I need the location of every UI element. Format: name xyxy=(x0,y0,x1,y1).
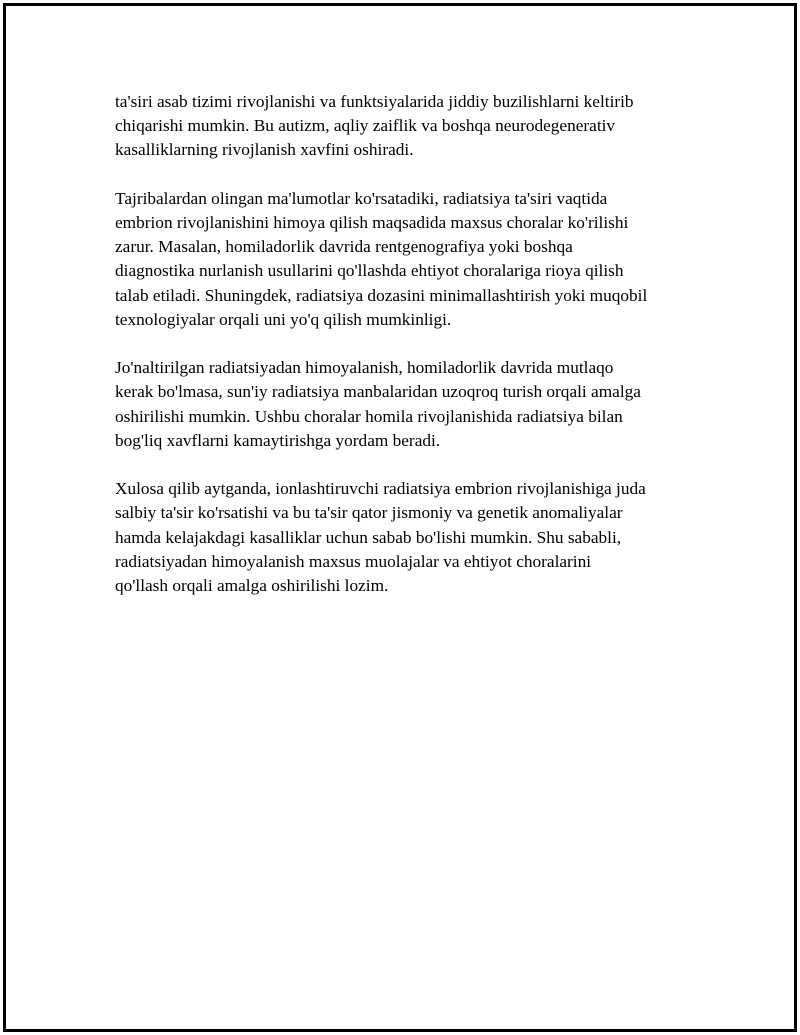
text-line: zarur. Masalan, homiladorlik davrida rentgenografiya yoki boshqa xyxy=(115,237,573,257)
text-line: bog'liq xavflarni kamaytirishga yordam beradi. xyxy=(115,430,441,450)
text-line: talab etiladi. Shuningdek, radiatsiya dozasini minimallashtirish yoki muqobil xyxy=(115,285,648,305)
text-line: salbiy ta'sir ko'rsatishi va bu ta'sir qator jismoniy va genetik anomaliyalar xyxy=(115,503,623,523)
text-line: radiatsiyadan himoyalanish maxsus muolajalar va ehtiyot choralarini xyxy=(115,551,592,571)
text-line: texnologiyalar orqali uni yo'q qilish mumkinligi. xyxy=(115,309,452,329)
paragraph-1 xyxy=(115,90,715,163)
text-line: kerak bo'lmasa, sun'iy radiatsiya manbalaridan uzoqroq turish orqali amalga xyxy=(115,382,641,402)
text-line: chiqarishi mumkin. Bu autizm, aqliy zaiflik va boshqa neurodegenerativ xyxy=(115,116,616,136)
text-line: qo'llash orqali amalga oshirilishi lozim. xyxy=(115,576,389,596)
text-line: Jo'naltirilgan radiatsiyadan himoyalanish, homiladorlik davrida mutlaqo xyxy=(115,358,614,378)
text-line: Tajribalardan olingan ma'lumotlar ko'rsatadiki, radiatsiya ta'siri vaqtida xyxy=(115,188,608,208)
document-body xyxy=(115,90,715,622)
text-line: ta'siri asab tizimi rivojlanishi va funktsiyalarida jiddiy buzilishlarni keltirib xyxy=(115,92,634,111)
paragraph-3 xyxy=(115,356,715,453)
paragraph-2 xyxy=(115,187,715,332)
text-line: diagnostika nurlanish usullarini qo'llashda ehtiyot choralariga rioya qilish xyxy=(115,261,624,281)
text-line: hamda kelajakdagi kasalliklar uchun sabab bo'lishi mumkin. Shu sababli, xyxy=(115,527,622,547)
text-line: kasalliklarning rivojlanish xavfini oshiradi. xyxy=(115,140,414,160)
text-line: embrion rivojlanishini himoya qilish maqsadida maxsus choralar ko'rilishi xyxy=(115,213,629,232)
paragraph-4 xyxy=(115,477,715,598)
text-line: oshirilishi mumkin. Ushbu choralar homila rivojlanishida radiatsiya bilan xyxy=(115,406,623,426)
text-line: Xulosa qilib aytganda, ionlashtiruvchi radiatsiya embrion rivojlanishiga juda xyxy=(115,479,646,499)
